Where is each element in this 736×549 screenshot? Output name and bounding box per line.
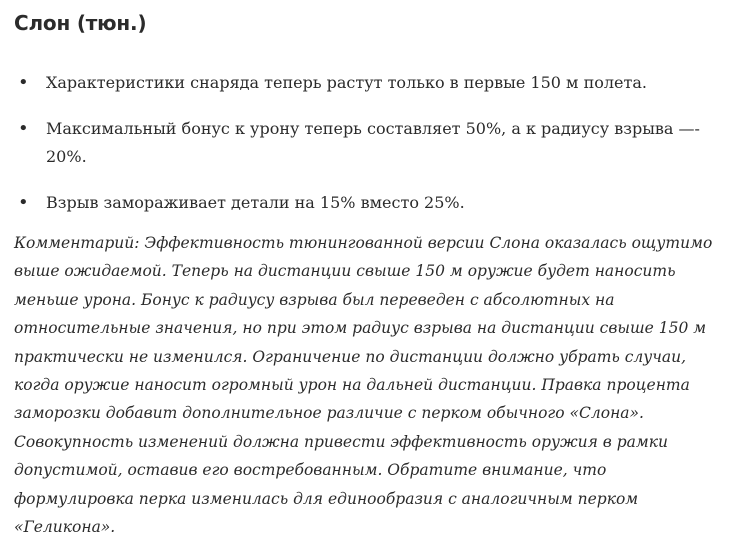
bullet-icon: • bbox=[18, 118, 29, 139]
bullet-icon: • bbox=[18, 72, 29, 93]
patch-note-section bbox=[14, 8, 730, 541]
change-text: Взрыв замораживает детали на 15% вместо 25%. bbox=[46, 193, 465, 212]
list-item bbox=[14, 69, 730, 97]
section-heading: Слон (тюн.) bbox=[14, 11, 147, 35]
list-item bbox=[14, 189, 730, 217]
change-text: Максимальный бонус к урону теперь составляет 50%, а к радиусу взрыва —- 20%. bbox=[46, 119, 700, 166]
developer-comment: Комментарий: Эффективность тюнингованной версии Слона оказалась ощутимо выше ожидаемой. Теперь на дистанции свыше 150 м оружие будет наносить меньше урона. Бонус к радиусу взрыва был переведен с абсолютных на относительные значения, но при этом радиус взрыва на дистанции свыше 150 м практически не изменился. Ограничение по дистанции должно убрать случаи, когда оружие наносит огромный урон на дальней дистанции. Правка процента заморозки добавит дополнительное различие с перком обычного «Слона». Совокупность изменений должна привести эффективность оружия в рамки допустимой, оставив его востребованным. Обратите внимание, что формулировка перка изменилась для единообразия с аналогичным перком «Геликона». bbox=[14, 234, 713, 537]
list-item bbox=[14, 115, 730, 171]
changes-list bbox=[14, 69, 730, 217]
change-text: Характеристики снаряда теперь растут только в первые 150 м полета. bbox=[46, 73, 647, 92]
bullet-icon: • bbox=[18, 192, 29, 213]
